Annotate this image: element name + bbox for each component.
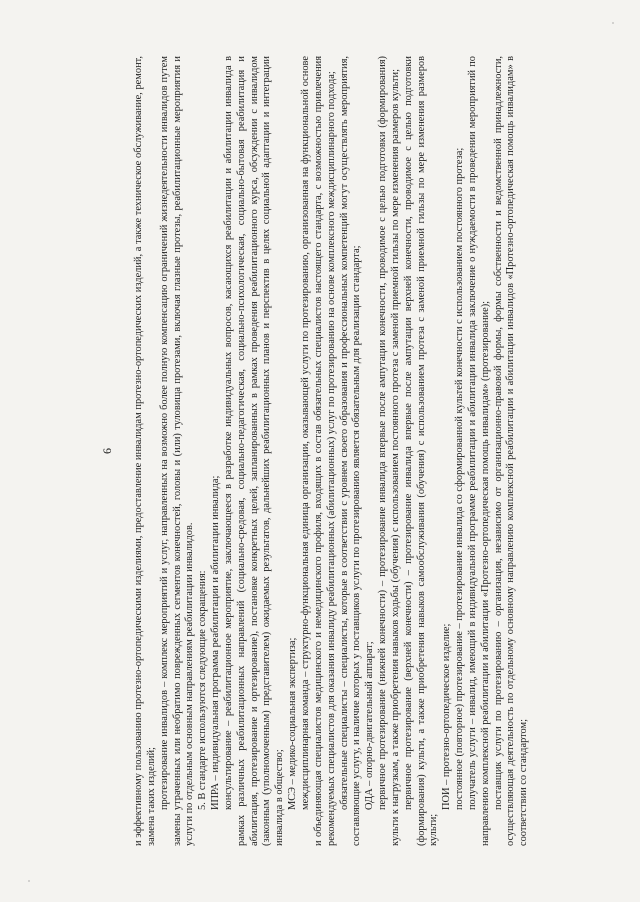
document-body bbox=[133, 56, 531, 846]
paragraph: и эффективному пользованию протезно-ортопедическими изделиями, предоставление инвалидам протезно-ортопедических изделий, а также техническое обслуживание, ремонт, замена таких изделий; bbox=[133, 56, 157, 846]
paragraph: 5. В стандарте используются следующие сокращения: bbox=[197, 570, 209, 810]
rotated-text-frame bbox=[101, 42, 539, 860]
scan-speck bbox=[612, 22, 614, 24]
paragraph: первичное протезирование (нижней конечности) – протезирование инвалида впервые после ампутации конечности, проводимое с целью подготовки (формирования) культи к нагрузкам, а также приобретения навыков ходьбы (обучения) с использованием постоянного протеза с заменой приемной гильзы по мере изменения размеров культи; bbox=[377, 56, 401, 846]
paragraph: ИПРА – индивидуальная программа реабилитации и абилитации инвалида; bbox=[210, 475, 222, 810]
paragraph: первичное протезирование (верхней конечности) – протезирование инвалида впервые после ампутации верхней конечности, проводимое с целью подготовки (формирования) культи, а также приобретения навыков самообслуживания (обучения) с использованием протеза с заменой приемной гильзы по мере изменения размеров культи; bbox=[402, 56, 440, 846]
page-number: 6 bbox=[100, 448, 114, 454]
paragraph: консультирование – реабилитационное мероприятие, заключающееся в разработке индивидуальных вопросов, касающихся реабилитации и абилитации инвалида в рамках различных реабилитационных направлений (социально-средовая, социально-педагогическая, социально-психологическая, социально-бытовая реабилитация и абилитация, протезирование и ортезирование), постановке конкретных целей, запланированных в рамках проведения реабилитационного курса, обсуждении с инвалидом (законным (уполномоченным) представителем) ожидаемых результатов, дальнейших реабилитационных планов и перспектив в целях социальной адаптации и интеграции инвалида в общество; bbox=[222, 56, 286, 846]
paragraph: получатель услуги – инвалид, имеющий в индивидуальной программе реабилитации и абилитации инвалида заключение о нуждаемости в проведении мероприятий по направлению комплексной реабилитации и абилитации «Протезно-ортопедическая помощь инвалидам» (протезирование); bbox=[466, 56, 491, 846]
paragraph: протезирование инвалидов – комплекс мероприятий и услуг, направленных на возможно более полную компенсацию ограничений жизнедеятельности инвалидов путем замены утраченных или необратимо поврежденных сегментов конечностей, головы и (или) туловища протезами, включая глазные протезы, реабилитационные мероприятия и услуги по отдельным основным направлениям реабилитации инвалидов. bbox=[158, 56, 196, 846]
paragraph: междисциплинарная команда – структурно-функциональная единица организации, оказывающей услуги по протезированию, организованная на функциональной основе и объединяющая специалистов медицинского и немедицинского профиля, входящих в состав обязательных специалистов настоящего стандарта, с возможностью привлечения рекомендуемых специалистов для оказания инвалиду реабилитационных (абилитационных) услуг по протезированию на основе комплексного междисциплинарного подхода; bbox=[299, 56, 337, 846]
paragraph: ОДА – опорно-двигательный аппарат; bbox=[364, 641, 376, 810]
paragraph: обязательные специалисты – специалисты, которые в соответствии с уровнем своего образования и профессиональных компетенций могут осуществлять мероприятия, составляющие услугу, и наличие которых у поставщиков услуги по протезированию является обязательным для реализации стандарта; bbox=[338, 56, 363, 846]
paragraph: постоянное (повторное) протезирование – протезирование инвалида со сформированной культей конечности с использованием постоянного протеза; bbox=[454, 147, 466, 810]
paragraph: поставщик услуги по протезированию – организация, независимо от организационно-правовой формы, формы собственности и ведомственной принадлежности, осуществляющая деятельность по отдельному основному направлению комплексной реабилитации и абилитации инвалидов «Протезно-ортопедическая помощь инвалидам» в соответствии со стандартом; bbox=[492, 56, 530, 846]
scan-speck bbox=[28, 880, 30, 882]
paragraph: МСЭ – медико-социальная экспертиза; bbox=[287, 637, 299, 810]
paragraph: ПОИ – протезно-ортопедическое изделие; bbox=[441, 623, 453, 810]
